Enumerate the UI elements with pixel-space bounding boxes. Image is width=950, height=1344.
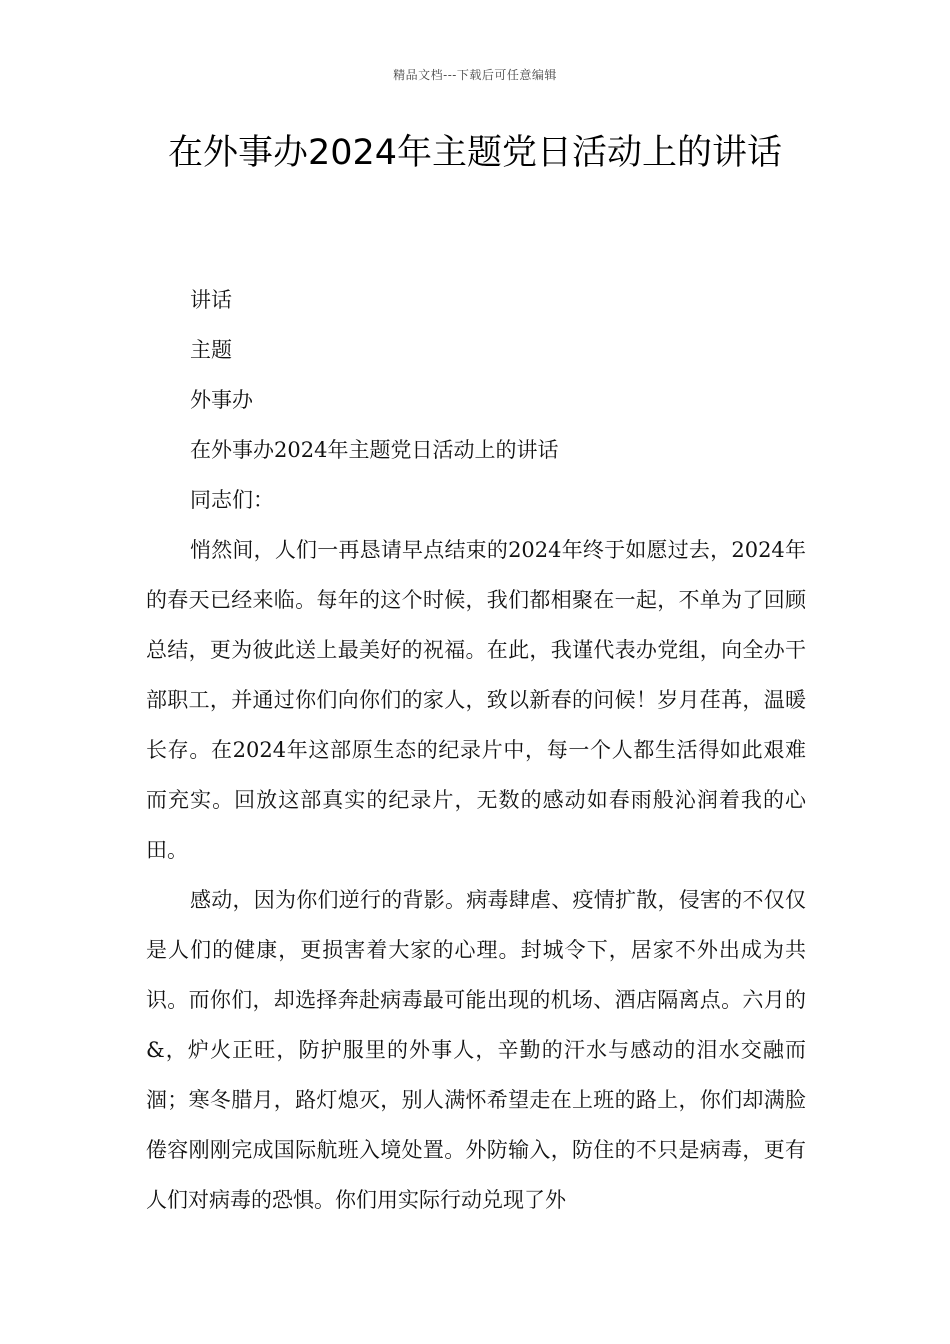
salutation: 同志们： — [190, 488, 274, 512]
subtitle-line: 在外事办2024年主题党日活动上的讲话 — [190, 438, 559, 462]
keyword-line: 主题 — [190, 338, 232, 362]
document-body — [146, 275, 806, 1225]
keyword-line: 讲话 — [190, 288, 232, 312]
paragraph: 感动，因为你们逆行的背影。病毒肆虐、疫情扩散，侵害的不仅仅是人们的健康，更损害着大家的心理。封城令下，居家不外出成为共识。而你们，却选择奔赴病毒最可能出现的机场、酒店隔离点。六月的&，炉火正旺，防护服里的外事人，辛勤的汗水与感动的泪水交融而涸；寒冬腊月，路灯熄灭，别人满怀希望走在上班的路上，你们却满脸倦容刚刚完成国际航班入境处置。外防输入，防住的不只是病毒，更有人们对病毒的恐惧。你们用实际行动兑现了外 — [146, 888, 806, 1212]
header-note: 精品文档---下载后可任意编辑 — [393, 68, 557, 82]
paragraph: 悄然间，人们一再恳请早点结束的2024年终于如愿过去，2024年的春天已经来临。每年的这个时候，我们都相聚在一起，不单为了回顾总结，更为彼此送上最美好的祝福。在此，我谨代表办党组，向全办干部职工，并通过你们向你们的家人，致以新春的问候！岁月荏苒，温暖长存。在2024年这部原生态的纪录片中，每一个人都生活得如此艰难而充实。回放这部真实的纪录片，无数的感动如春雨般沁润着我的心田。 — [146, 538, 806, 862]
document-title: 在外事办2024年主题党日活动上的讲话 — [167, 133, 783, 173]
keyword-line: 外事办 — [190, 388, 253, 412]
